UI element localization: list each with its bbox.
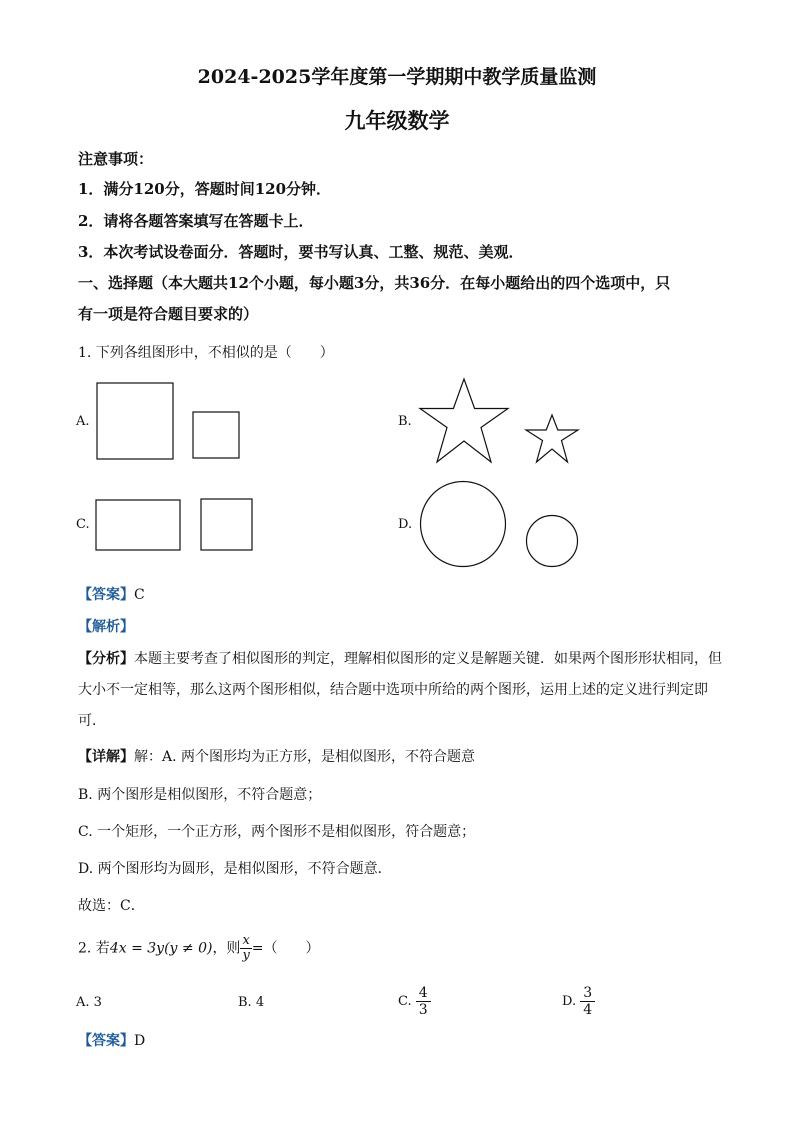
detail-line: 故选：C． [78,898,145,914]
answer-value: D [134,1033,146,1049]
option-c-rectangle [96,500,180,550]
fenxi-line: 大小不一定相等，那么这两个图形相似，结合题中选项中所给的两个图形，运用上述的定义进行判定即 [78,682,708,698]
question-2-stem [78,934,320,963]
fraction-denominator: 3 [418,1002,428,1018]
question-2-mid: ，则 [212,940,241,957]
notice-item: 3．本次考试设卷面分．答题时，要书写认真、工整、规范、美观． [78,243,524,261]
notice-heading: 注意事项： [78,150,154,168]
option-fraction [416,985,431,1018]
q2-option-b [238,995,264,1010]
detail-line: D. 两个图形均为圆形，是相似图形，不符合题意． [78,861,392,877]
option-d-label: D. [398,517,413,532]
question-1-answer [78,584,145,604]
fraction-denominator: y [242,948,250,963]
fenxi-line [78,648,722,668]
section-heading-cont: 有一项是符合题目要求的） [78,305,259,323]
option-a-small-square [193,412,239,458]
q2-option-d [562,985,595,1018]
fenxi-tag: 【分析】 [78,651,134,667]
option-c-square [201,499,252,550]
notice-item: 2．请将各题答案填写在答题卡上． [78,212,314,230]
answer-tag: 【答案】 [78,587,134,603]
answer-tag: 【答案】 [78,1033,134,1049]
detail-line [78,746,475,766]
option-value: 3 [93,995,102,1010]
q2-option-a [76,995,102,1010]
section-heading: 一、选择题（本大题共12个小题，每小题3分，共36分．在每小题给出的四个选项中，只 [78,274,671,292]
fraction-numerator: 3 [580,985,595,1002]
detail-tag: 【详解】 [78,749,134,765]
answer-value: C [134,587,145,603]
option-d-small-circle [527,516,578,567]
detail-line: C. 一个矩形，一个正方形，两个图形不是相似图形，符合题意； [78,824,476,840]
q2-option-c [398,985,431,1018]
exam-title: 2024-2025学年度第一学期期中教学质量监测 [197,66,597,88]
fenxi-line: 可． [78,713,106,729]
fraction-denominator: 4 [583,1002,593,1018]
option-b-large-star [420,379,508,462]
fraction-numerator: x [240,934,251,949]
option-b-label: B. [398,414,412,429]
exam-subtitle: 九年级数学 [344,108,450,133]
detail-line: B. 两个图形是相似图形，不符合题意； [78,787,322,803]
analysis-tag: 【解析】 [78,619,134,635]
notice-item: 1．满分120分，答题时间120分钟． [78,180,332,198]
option-a-label: A. [76,414,90,429]
question-2-answer [78,1030,145,1050]
option-c-label: C. [76,517,90,532]
fraction-numerator: 4 [416,985,431,1002]
question-2-suffix: =（ ） [251,940,320,957]
option-b-small-star [526,415,578,462]
question-2-equation: 4x = 3y(y ≠ 0) [109,940,213,957]
option-label: B. [238,995,252,1010]
question-1-stem: 1. 下列各组图形中，不相似的是（ ） [78,345,334,361]
option-label: A. [76,995,90,1010]
question-2-fraction [240,934,251,963]
option-fraction [580,985,595,1018]
question-2-prefix: 2. 若 [78,940,110,957]
option-label: C. [398,994,412,1009]
option-a-large-square [97,383,173,459]
option-d-large-circle [421,482,506,567]
option-value: 4 [255,995,265,1010]
detail-text: 解：A. 两个图形均为正方形，是相似图形，不符合题意 [134,749,476,765]
option-label: D. [562,994,577,1009]
fenxi-text: 本题主要考查了相似图形的判定，理解相似图形的定义是解题关键．如果两个图形形状相同，但 [134,651,722,667]
